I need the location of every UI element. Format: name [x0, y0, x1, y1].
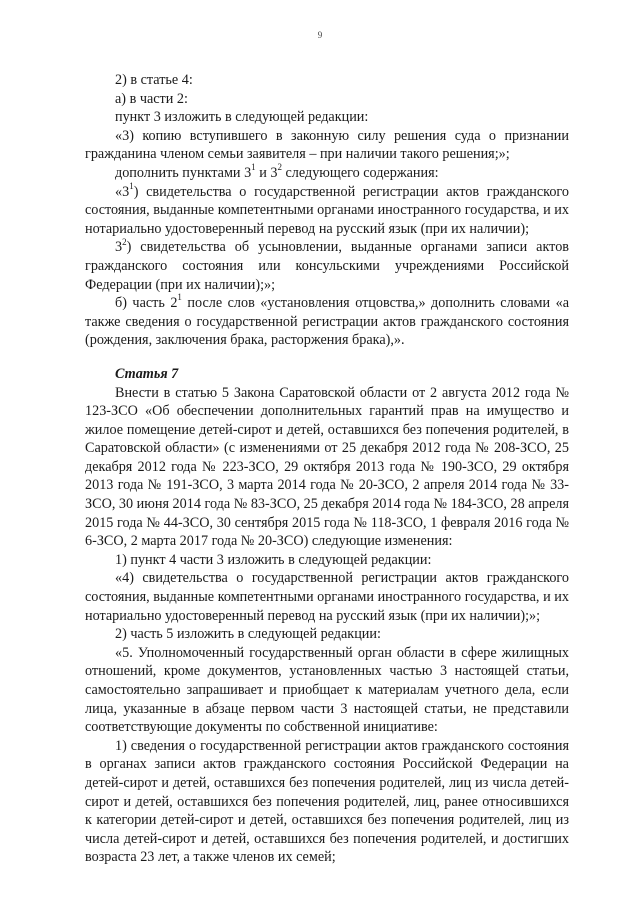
- article-part5-item1: 1) сведения о государственной регистрации актов гражданского состояния в органах записи актов гражданского состояния Российской Федерации на детей-сирот и детей, оставшихся без попечения родителей, лиц из числа детей-сирот и детей, оставшихся без попечения родителей, лиц, ранее относившихся к категории детей-сирот и детей, оставшихся без попечения родителей, лиц из числа детей-сирот и детей, оставшихся без попечения родителей, и достигших возраста 23 лет, а также членов их семей;: [85, 737, 569, 866]
- page-number: 9: [317, 30, 323, 40]
- paragraph-part2: а) в части 2:: [115, 90, 188, 107]
- paragraph-point3-1: «$3^1$) свидетельства о государственной регистрации актов гражданского состояния, выданные компетентными органами иностранного государства, и их нотариально удостоверенный перевод на русский язык (при их наличии);: [85, 180, 569, 237]
- article-point1: 1) пункт 4 части 3 изложить в следующей редакции:: [115, 551, 432, 568]
- article-point2: 2) часть 5 изложить в следующей редакции:: [115, 626, 381, 643]
- paragraph-point3-intro: пункт 3 изложить в следующей редакции:: [115, 109, 369, 126]
- article-point4-text: «4) свидетельства о государственной регистрации актов гражданского состояния, выданные компетентными органами иностранного государства, и их нотариально удостоверенный перевод на русский язык (при их наличии);»;: [85, 570, 569, 624]
- paragraph-article4: 2) в статье 4:: [115, 72, 193, 88]
- article-heading: Статья 7: [115, 365, 179, 382]
- paragraph-point3-2: $3^2$) свидетельства об усыновлении, выданные органами записи актов гражданского состояния или консульскими учреждениями Российской Федерации (при их наличии);»;: [85, 236, 569, 293]
- paragraph-point3-text: «3) копию вступившего в законную силу решения суда о признании гражданина членом семьи заявителя – при наличии такого решения;»;: [85, 127, 569, 163]
- document-body: [85, 71, 569, 867]
- paragraph-part2-1: б) часть $2^1$ после слов «установления отцовства,» дополнить словами «а также сведения о государственной регистрации актов гражданского состояния (рождения, заключения брака, расторжения брака),».: [85, 292, 570, 349]
- article-intro-paragraph: Внести в статью 5 Закона Саратовской области от 2 августа 2012 года № 123-ЗСО «Об обеспечении дополнительных гарантий прав на имущество и жилое помещение детей-сирот и детей, оставшихся без попечения родителей, в Саратовской области» (с изменениями от 25 декабря 2012 года № 208-ЗСО, 25 декабря 2012 года № 223-ЗСО, 29 октября 2013 года № 190-ЗСО, 29 октября 2013 года № 191-ЗСО, 3 марта 2014 года № 20-ЗСО, 2 апреля 2014 года № 33-ЗСО, 30 июня 2014 года № 83-ЗСО, 25 декабря 2014 года № 184-ЗСО, 28 апреля 2015 года № 44-ЗСО, 30 сентября 2015 года № 118-ЗСО, 1 февраля 2016 года № 6-ЗСО, 2 марта 2017 года № 20-ЗСО) следующие изменения:: [85, 384, 569, 550]
- article-part5-text: «5. Уполномоченный государственный орган области в сфере жилищных отношений, кроме документов, установленных частью 3 настоящей статьи, самостоятельно запрашивает и приобщает к материалам учетного дела, если лица, указанные в абзаце первом части 3 настоящей статьи, не представили соответствующие документы по собственной инициативе:: [85, 644, 569, 736]
- paragraph-add-points: дополнить пунктами $3^1$ и $3^2$ следующего содержания:: [115, 162, 439, 181]
